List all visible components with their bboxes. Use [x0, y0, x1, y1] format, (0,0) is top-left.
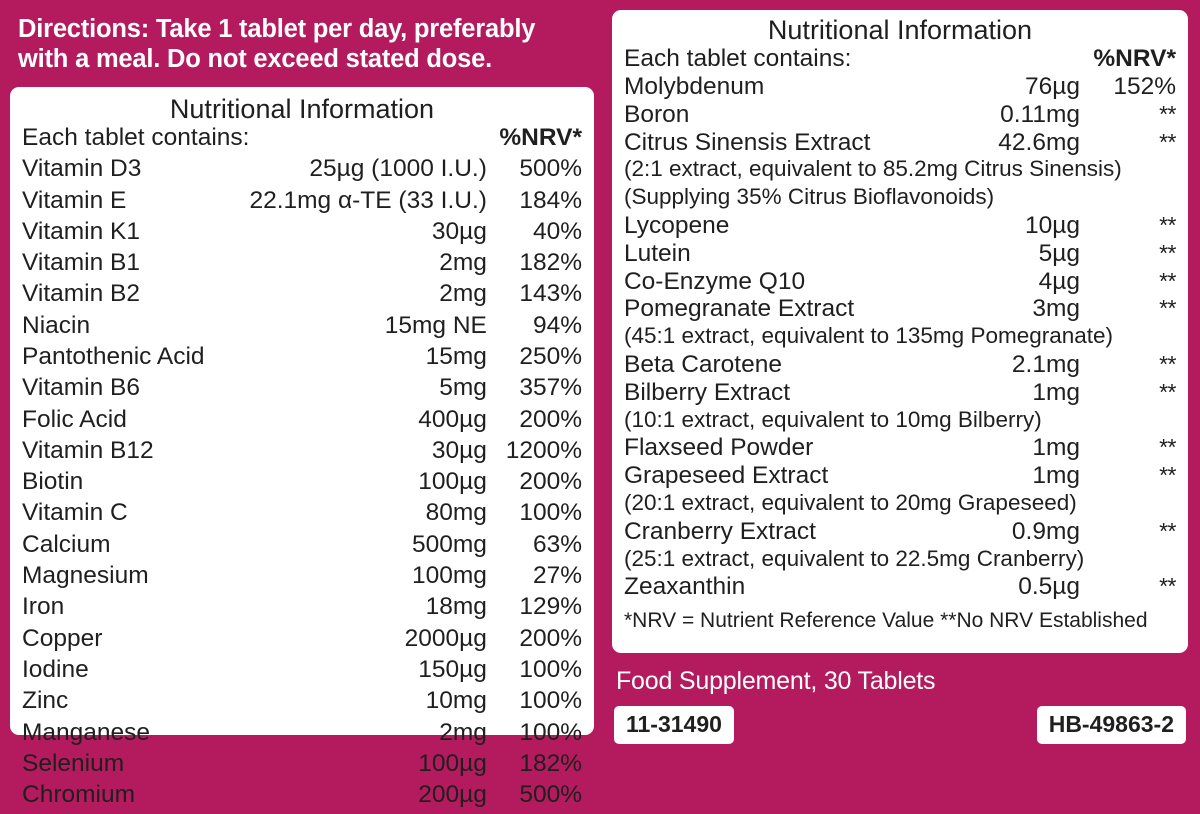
table-row: [22, 595, 582, 626]
nutrient-amount: 5µg: [1038, 239, 1080, 267]
nutrient-nrv: 500%: [519, 781, 582, 809]
directions-text: Directions: Take 1 tablet per day, preferably with a meal. Do not exceed stated dose.: [18, 15, 536, 74]
nutrient-amount: 1mg: [1032, 434, 1080, 462]
nutrient-nrv: **: [1159, 351, 1176, 377]
table-row: [624, 436, 1176, 464]
nutrient-name: Pantothenic Acid: [22, 343, 205, 370]
table-header-row: [22, 126, 582, 157]
product-code-right: HB-49863-2: [1037, 706, 1186, 744]
nutrient-nrv: **: [1159, 378, 1176, 405]
left-nutrition-table: [22, 123, 582, 814]
right-nutrition-table: [624, 47, 1176, 603]
nutrient-amount: 2mg: [439, 280, 487, 308]
nutrient-nrv: **: [1159, 100, 1176, 127]
nutrient-amount: 0.11mg: [1000, 100, 1080, 128]
nutrient-name: Zeaxanthin: [623, 573, 746, 601]
batch-code-left: 11-31490: [614, 706, 734, 744]
nutrient-name: Niacin: [22, 311, 91, 339]
table-row: [22, 345, 582, 376]
nutrient-amount: 2.1mg: [1011, 351, 1080, 378]
nutrient-nrv: 94%: [532, 311, 582, 339]
nutrient-amount: 76µg: [1025, 73, 1080, 101]
table-note-row: [624, 492, 1176, 520]
table-row: [22, 564, 582, 595]
nutrient-nrv: **: [1159, 462, 1176, 489]
nutrient-amount: 22.1mg α-TE (33 I.U.): [249, 186, 487, 214]
nutrient-amount: 2mg: [439, 249, 487, 277]
nutrient-name: Magnesium: [22, 562, 149, 590]
nutrient-name: Vitamin K1: [22, 217, 141, 245]
nutrient-name: Vitamin E: [22, 186, 127, 214]
table-row: [22, 220, 582, 251]
table-row: [624, 575, 1176, 603]
nutrient-amount: 150µg: [418, 655, 487, 683]
table-note-row: [624, 325, 1176, 353]
table-row: [22, 658, 582, 689]
nutrient-amount: 100µg: [418, 749, 487, 777]
table-row: [22, 314, 582, 345]
nutrient-amount: 30µg: [431, 436, 487, 464]
table-header-row: [624, 47, 1176, 75]
nutrient-nrv: **: [1159, 128, 1176, 155]
nutrient-nrv: 500%: [519, 155, 582, 183]
table-row: [22, 721, 582, 752]
nutrient-nrv: 182%: [519, 749, 582, 777]
nutrient-nrv: 143%: [519, 280, 582, 308]
table-note-row: [624, 186, 1176, 214]
nutrient-nrv: **: [1159, 517, 1176, 544]
nutrient-amount: 25µg (1000 I.U.): [309, 155, 487, 183]
nutrient-nrv: 40%: [532, 217, 582, 245]
nutrient-nrv: 63%: [532, 530, 582, 558]
nutrient-amount: 3mg: [1032, 295, 1080, 323]
supplement-description: Food Supplement, 30 Tablets: [615, 667, 936, 695]
nutrient-nrv: **: [1159, 295, 1176, 322]
nutrient-amount: 10µg: [1025, 212, 1080, 240]
nutrient-nrv: 129%: [519, 593, 582, 621]
nutrient-name: Vitamin B6: [22, 374, 141, 402]
nutrient-nrv: 200%: [519, 624, 582, 652]
nutrient-nrv: 100%: [519, 655, 582, 683]
table-row: [22, 157, 582, 188]
nutrient-nrv: 100%: [519, 687, 582, 715]
header-name: Each tablet contains:: [623, 45, 852, 73]
table-note-row: [624, 158, 1176, 186]
right-column: [612, 10, 1188, 763]
code-row: [612, 706, 1188, 744]
table-row: [624, 103, 1176, 131]
nutrient-amount: 200µg: [418, 781, 487, 809]
nutrient-name: Vitamin B1: [22, 249, 141, 277]
nutrient-name: Iodine: [22, 655, 89, 683]
table-row: [624, 270, 1176, 298]
nutrient-nrv: 27%: [532, 562, 582, 590]
nutrient-nrv: 200%: [519, 405, 582, 433]
nutrient-amount: 30µg: [431, 217, 487, 245]
header-nrv: %NRV*: [1093, 45, 1176, 73]
nutrient-amount: 2000µg: [404, 624, 487, 652]
note-text: (45:1 extract, equivalent to 135mg Pomegranate): [623, 323, 1114, 349]
nutrient-amount: 4µg: [1038, 267, 1080, 295]
nutrient-nrv: 100%: [519, 718, 582, 746]
table-row: [624, 381, 1176, 409]
nutrient-amount: 100mg: [411, 562, 487, 590]
table-row: [624, 297, 1176, 325]
nutrient-nrv: **: [1159, 212, 1176, 239]
table-row: [624, 131, 1176, 159]
nutrient-name: Citrus Sinensis Extract: [623, 128, 871, 156]
nutrient-name: Co-Enzyme Q10: [623, 267, 806, 295]
nutrient-amount: 400µg: [418, 405, 487, 433]
table-row: [22, 752, 582, 783]
nutrient-amount: 1mg: [1032, 462, 1080, 490]
table-row: [22, 408, 582, 439]
nutrient-amount: 5mg: [439, 374, 487, 402]
table-row: [22, 689, 582, 720]
left-panel-title: Nutritional Information: [169, 93, 435, 124]
nutrient-amount: 2mg: [439, 718, 487, 746]
nutrient-nrv: **: [1159, 573, 1176, 600]
nutrient-name: Selenium: [22, 749, 125, 777]
nutrient-name: Beta Carotene: [623, 351, 782, 378]
nutrient-nrv: 100%: [519, 499, 582, 527]
table-row: [624, 353, 1176, 381]
note-text: (10:1 extract, equivalent to 10mg Bilberry): [623, 406, 1042, 432]
table-row: [22, 189, 582, 220]
header-name: Each tablet contains:: [22, 123, 250, 151]
table-row: [624, 75, 1176, 103]
table-row: [22, 627, 582, 658]
nutrient-amount: 0.5µg: [1018, 573, 1080, 601]
nutrient-amount: 15mg NE: [384, 311, 487, 339]
table-row: [624, 464, 1176, 492]
table-row: [624, 520, 1176, 548]
table-row: [22, 376, 582, 407]
nutrient-name: Manganese: [22, 718, 151, 746]
right-panel-title: Nutritional Information: [767, 15, 1033, 45]
nutrient-nrv: 184%: [519, 186, 582, 214]
table-row: [624, 214, 1176, 242]
nutrient-amount: 100µg: [418, 468, 487, 496]
nutrient-nrv: 1200%: [505, 436, 582, 464]
nutrient-amount: 10mg: [425, 687, 487, 715]
nutrient-name: Grapeseed Extract: [623, 462, 829, 490]
nutrient-name: Iron: [22, 593, 65, 621]
table-row: [22, 251, 582, 282]
nutrient-nrv: 182%: [519, 249, 582, 277]
nutrient-name: Vitamin B2: [22, 280, 141, 308]
nutrient-name: Vitamin B12: [22, 436, 154, 464]
table-row: [624, 242, 1176, 270]
nutrient-amount: 1mg: [1032, 378, 1080, 406]
header-amount: [249, 126, 486, 157]
note-text: (25:1 extract, equivalent to 22.5mg Cranberry): [623, 545, 1085, 571]
nutrient-nrv: **: [1159, 267, 1176, 294]
left-nutrition-panel: [10, 87, 594, 809]
table-row: [22, 470, 582, 501]
nutrient-amount: 42.6mg: [998, 128, 1080, 156]
nutrient-nrv: **: [1159, 434, 1176, 461]
nutrient-name: Vitamin C: [22, 499, 128, 527]
nutrient-name: Biotin: [22, 468, 84, 496]
nutrient-name: Boron: [623, 100, 690, 128]
nutrient-name: Copper: [22, 624, 103, 652]
note-text: (20:1 extract, equivalent to 20mg Grapeseed): [623, 489, 1077, 515]
nutrient-amount: 18mg: [425, 593, 487, 621]
nutrient-name: Vitamin D3: [22, 155, 142, 183]
table-row: [22, 501, 582, 532]
nutrient-name: Flaxseed Powder: [623, 434, 814, 462]
nutrient-name: Folic Acid: [22, 405, 127, 433]
nutrient-name: Lycopene: [623, 212, 730, 240]
note-text: (Supplying 35% Citrus Bioflavonoids): [623, 184, 995, 210]
nutrient-amount: 0.9mg: [1011, 517, 1080, 545]
nutrient-nrv: **: [1159, 239, 1176, 266]
nutrient-name: Molybdenum: [623, 73, 765, 101]
nrv-footnote: *NRV = Nutrient Reference Value **No NRV Established: [623, 609, 1148, 633]
nutrient-name: Chromium: [22, 781, 135, 809]
nutrient-name: Pomegranate Extract: [623, 295, 855, 323]
nutrient-amount: 15mg: [425, 343, 487, 370]
nutrient-name: Zinc: [22, 687, 69, 715]
note-text: (2:1 extract, equivalent to 85.2mg Citrus Sinensis): [623, 156, 1122, 182]
nutrient-nrv: 250%: [519, 343, 582, 370]
nutrient-nrv: 357%: [519, 374, 582, 402]
header-amount: [966, 47, 1080, 75]
header-nrv: %NRV*: [499, 123, 582, 151]
nutrient-nrv: 200%: [519, 468, 582, 496]
table-note-row: [624, 548, 1176, 576]
table-row: [22, 282, 582, 313]
left-column: [10, 10, 594, 809]
table-note-row: [624, 409, 1176, 437]
table-row: [22, 439, 582, 470]
nutrient-name: Bilberry Extract: [623, 378, 791, 406]
right-nutrition-panel: [612, 10, 1188, 653]
nutrient-nrv: 152%: [1113, 73, 1176, 101]
table-row: [22, 783, 582, 814]
nutrient-amount: 80mg: [425, 499, 487, 527]
table-row: [22, 533, 582, 564]
nutrient-name: Calcium: [22, 530, 111, 558]
nutrient-amount: 500mg: [411, 530, 487, 558]
nutrient-name: Cranberry Extract: [623, 517, 816, 545]
nutrient-name: Lutein: [623, 239, 691, 267]
